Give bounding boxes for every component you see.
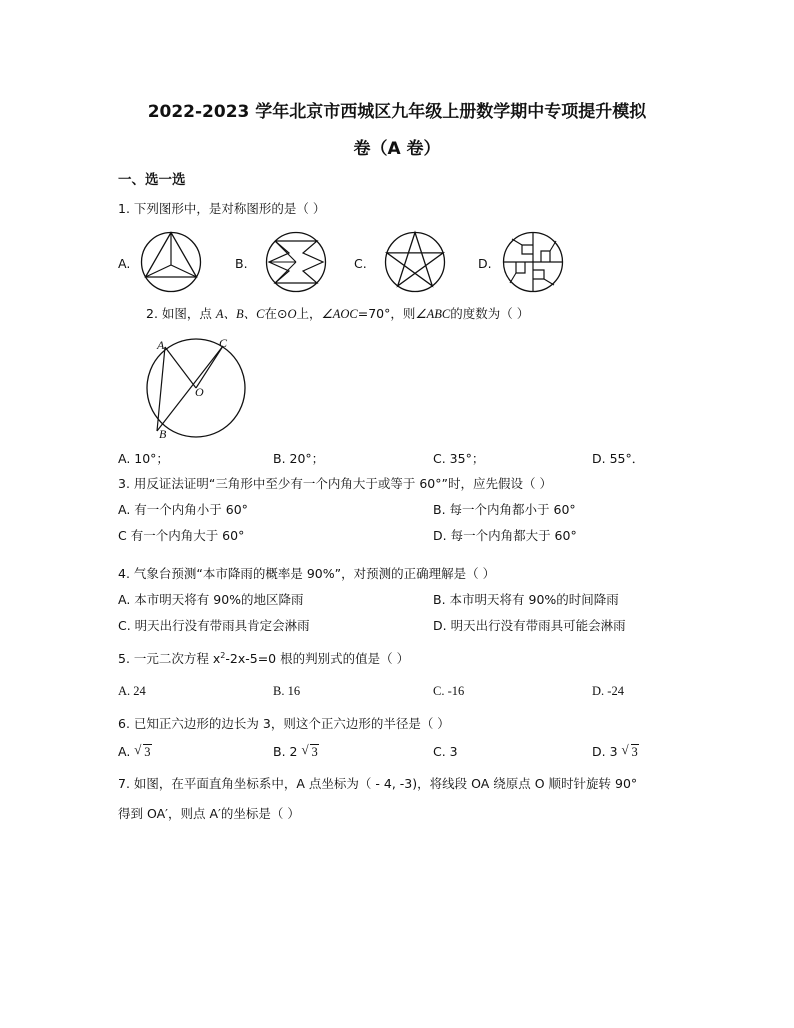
q6-option-b[interactable] bbox=[273, 744, 319, 760]
section-heading: 一、选一选 bbox=[118, 172, 186, 188]
q6-option-d-label: D. 3 bbox=[592, 744, 618, 759]
q5-option-d[interactable]: D. -24 bbox=[592, 684, 624, 698]
option-d-label[interactable]: D. bbox=[478, 256, 492, 271]
q2-label-o: O bbox=[195, 385, 204, 399]
q2-eq: =70° bbox=[357, 306, 391, 321]
radical-sign: √ bbox=[134, 742, 142, 757]
question-1-stem: 1. 下列图形中，是对称图形的是（ ） bbox=[118, 201, 326, 216]
q2-text-end: 的度数为（ ） bbox=[450, 306, 530, 321]
q2-circle-o: O bbox=[287, 307, 297, 321]
q3-option-c[interactable]: C 有一个内角大于 60° bbox=[118, 528, 245, 543]
circle-zigzag-icon bbox=[265, 231, 327, 293]
sqrt-icon bbox=[134, 744, 151, 760]
q6-option-a-label: A. bbox=[118, 744, 131, 759]
q2-angle-abc: ∠ABC bbox=[415, 307, 451, 321]
q6-option-a[interactable] bbox=[118, 744, 152, 760]
q5-option-b[interactable]: B. 16 bbox=[273, 684, 301, 698]
q2-label-a: A bbox=[157, 338, 165, 352]
q2-label-b: B bbox=[159, 427, 167, 441]
q3-option-a[interactable]: A. 有一个内角小于 60° bbox=[118, 502, 248, 517]
circle-pinwheel-icon bbox=[502, 231, 564, 293]
q6-option-c[interactable]: C. 3 bbox=[433, 744, 458, 759]
q2-text-mid3: ，则 bbox=[390, 306, 416, 321]
q6-option-d[interactable] bbox=[592, 744, 639, 760]
question-3-stem: 3. 用反证法证明“三角形中至少有一个内角大于或等于 60°”时，应先假设（ ） bbox=[118, 476, 552, 491]
option-c-label[interactable]: C. bbox=[354, 256, 367, 271]
radicand: 3 bbox=[144, 745, 151, 759]
sqrt-icon bbox=[622, 744, 639, 760]
q2-text-mid: 在⊙ bbox=[264, 306, 288, 321]
sqrt-icon bbox=[301, 744, 318, 760]
question-4-stem: 4. 气象台预测“本市降雨的概率是 90%”，对预测的正确理解是（ ） bbox=[118, 566, 496, 581]
option-a-label[interactable]: A. bbox=[118, 256, 131, 271]
question-6-stem: 6. 已知正六边形的边长为 3，则这个正六边形的半径是（ ） bbox=[118, 716, 450, 731]
question-7-line2: 得到 OA′，则点 A′的坐标是（ ） bbox=[118, 806, 300, 821]
q2-option-c[interactable]: C. 35°； bbox=[433, 451, 485, 466]
q5-option-c[interactable]: C. -16 bbox=[433, 684, 465, 698]
q4-option-d[interactable]: D. 明天出行没有带雨具可能会淋雨 bbox=[433, 618, 626, 633]
page-title-line2: 卷（A 卷） bbox=[353, 139, 441, 159]
q3-option-d[interactable]: D. 每一个内角都大于 60° bbox=[433, 528, 577, 543]
q2-points: A、B、C bbox=[215, 307, 265, 321]
page-title: 2022-2023 学年北京市西城区九年级上册数学期中专项提升模拟 bbox=[147, 102, 647, 122]
circle-inscribed-triangle-icon bbox=[140, 231, 202, 293]
q4-option-c[interactable]: C. 明天出行没有带雨具肯定会淋雨 bbox=[118, 618, 310, 633]
question-5-stem bbox=[118, 648, 409, 667]
radicand: 3 bbox=[311, 745, 318, 759]
q5-text-suffix: -2x-5=0 根的判别式的值是（ ） bbox=[225, 651, 410, 667]
q4-option-b[interactable]: B. 本市明天将有 90%的时间降雨 bbox=[433, 592, 619, 607]
q6-option-b-label: B. 2 bbox=[273, 744, 298, 759]
q2-option-b[interactable]: B. 20°； bbox=[273, 451, 325, 466]
radical-sign: √ bbox=[621, 742, 629, 757]
q3-option-b[interactable]: B. 每一个内角都小于 60° bbox=[433, 502, 576, 517]
circle-pentagram-icon bbox=[384, 231, 446, 293]
q5-option-a[interactable]: A. 24 bbox=[118, 684, 146, 698]
q2-text-prefix: 2. 如图，点 bbox=[146, 306, 216, 321]
q4-option-a[interactable]: A. 本市明天将有 90%的地区降雨 bbox=[118, 592, 304, 607]
q2-option-d[interactable]: D. 55°． bbox=[592, 451, 645, 466]
q2-label-c: C bbox=[219, 336, 228, 350]
radical-sign: √ bbox=[301, 742, 309, 757]
q2-angle-aoc: ∠AOC bbox=[321, 307, 358, 321]
q5-text-prefix: 5. 一元二次方程 x bbox=[118, 651, 221, 667]
question-7-line1: 7. 如图，在平面直角坐标系中，A 点坐标为（ - 4, -3)，将线段 OA 绕原点 O 顺时针旋转 90° bbox=[118, 776, 638, 791]
q2-text-mid2: 上， bbox=[296, 306, 322, 321]
option-b-label[interactable]: B. bbox=[235, 256, 248, 271]
question-2-stem bbox=[146, 306, 529, 322]
radicand: 3 bbox=[631, 745, 638, 759]
q2-option-a[interactable]: A. 10°； bbox=[118, 451, 169, 466]
q5-superscript: 2 bbox=[220, 651, 226, 660]
